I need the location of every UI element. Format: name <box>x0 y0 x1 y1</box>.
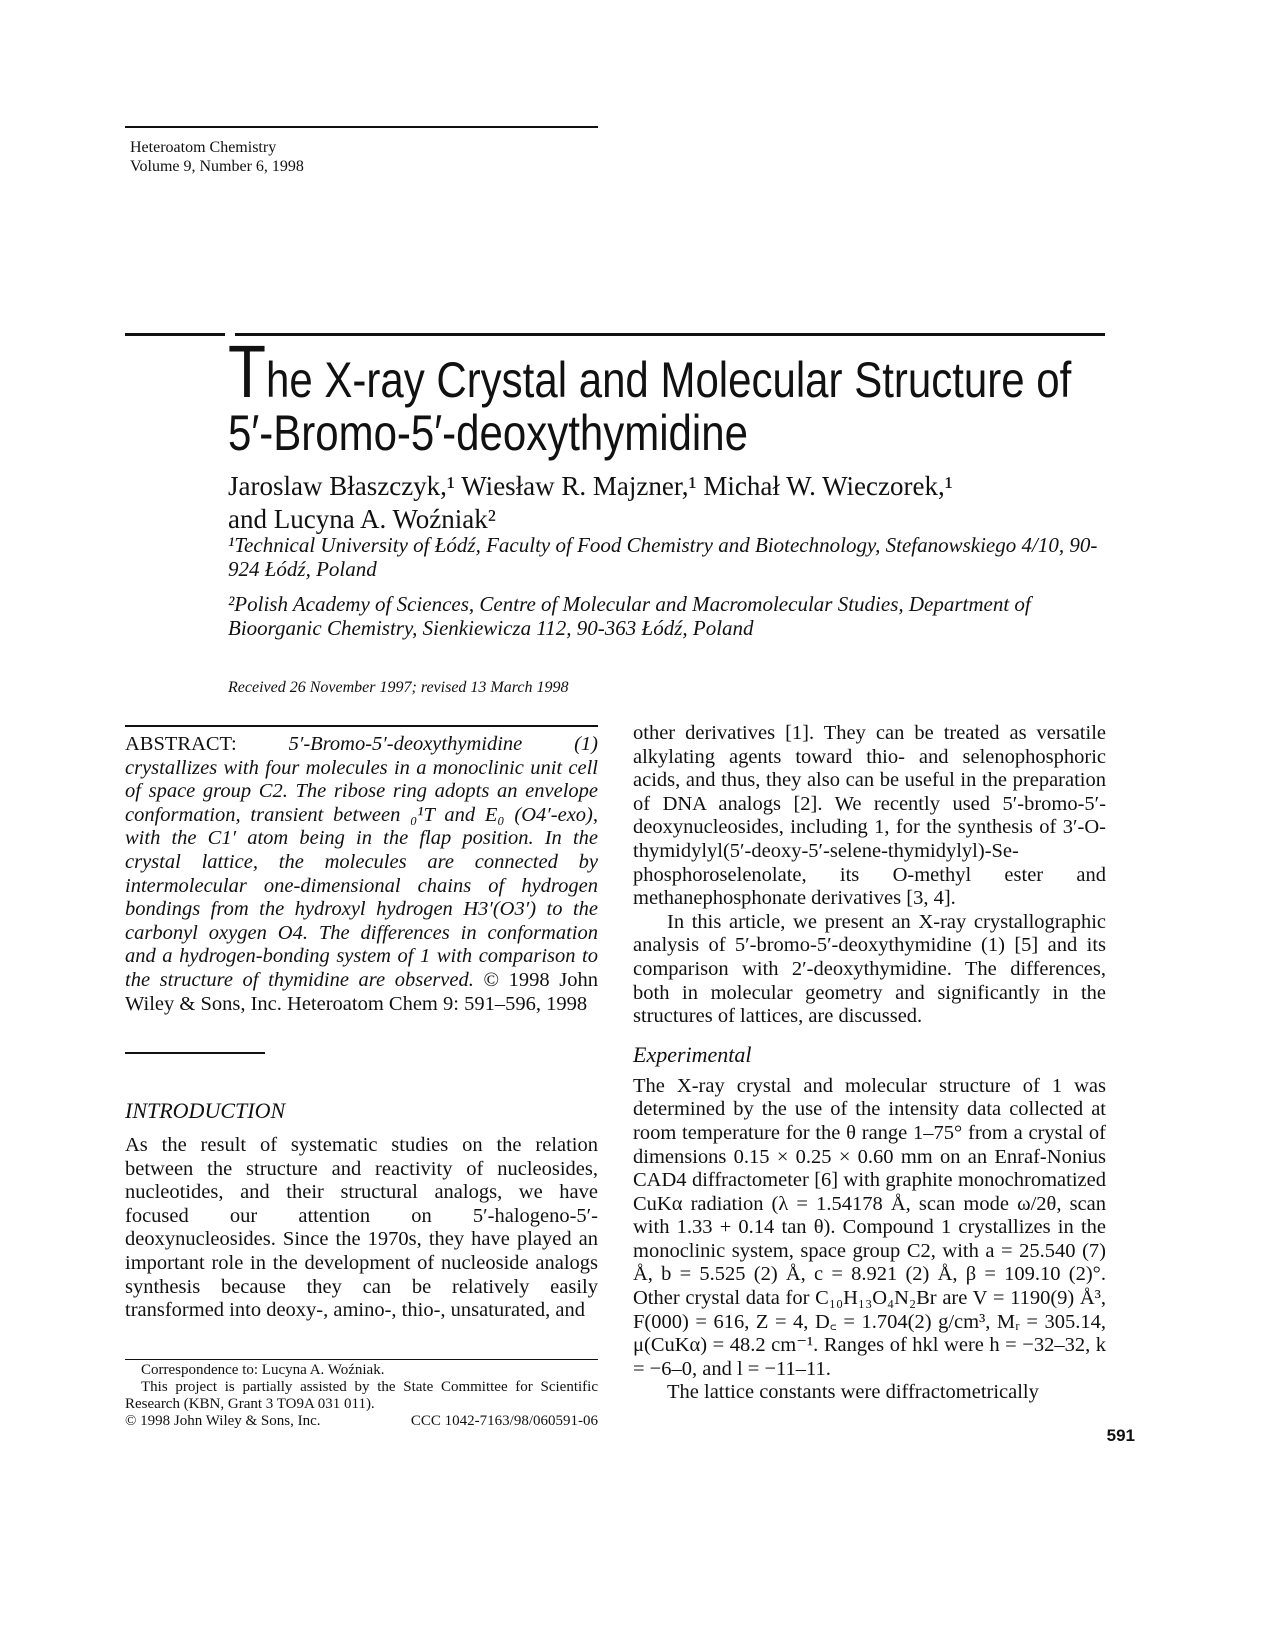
title-line1: he X-ray Crystal and Molecular Structure of <box>265 352 1072 408</box>
title-initial: T <box>228 330 266 413</box>
page-number: 591 <box>1106 1426 1135 1445</box>
footnote-copyright: © 1998 John Wiley & Sons, Inc. <box>125 1413 321 1429</box>
introduction-paragraph <box>125 1134 598 1323</box>
affiliation-2: ²Polish Academy of Sciences, Centre of Molecular and Macromolecular Studies, Department of Bioorganic Chemistry, Sienkiewicza 112, 90-363 Łódź, Poland <box>228 592 1031 640</box>
affiliation-1: ¹Technical University of Łódź, Faculty of Food Chemistry and Biotechnology, Stefanowskiego 4/10, 90-924 Łódź, Poland <box>228 533 1098 581</box>
footnote-rule <box>125 1359 598 1360</box>
title-rule-left <box>125 333 225 336</box>
footnote-funding: This project is partially assisted by the State Committee for Scientific Research (KBN, Grant 3 TO9A 031 011). <box>125 1379 598 1412</box>
right-column <box>633 722 1106 1405</box>
abstract-bottom-rule <box>125 1052 265 1054</box>
journal-volume: Volume 9, Number 6, 1998 <box>130 158 304 175</box>
footnote-correspondence: Correspondence to: Lucyna A. Woźniak. <box>141 1362 385 1378</box>
footnote-ccc: CCC 1042-7163/98/060591-06 <box>410 1413 598 1429</box>
title-block <box>228 330 1148 461</box>
authors-line1: Jaroslaw Błaszczyk,¹ Wiesław R. Majzner,¹ Michał W. Wieczorek,¹ <box>228 471 953 501</box>
received-date: Received 26 November 1997; revised 13 March 1998 <box>228 679 569 696</box>
authors-line2: and Lucyna A. Woźniak² <box>228 504 496 534</box>
experimental-heading: Experimental <box>633 1041 752 1067</box>
right-para-2: In this article, we present an X-ray crystallographic analysis of 5′-bromo-5′-deoxythymidine (1) [5] and its comparison with 2′-deoxythymidine. The differences, both in molecular geometry and significantly in the structures of lattices, are discussed. <box>633 910 1106 1028</box>
footnotes <box>125 1362 598 1430</box>
intro-text: As the result of systematic studies on the relation between the structure and reactivity of nucleosides, nucleotides, and their structural analogs, we have focused our attention on 5′-halogeno-5′-deoxynucleosides. Since the 1970s, they have played an important role in the development of nucleoside analogs synthesis because they can be relatively easily transformed into deoxy-, amino-, thio-, unsaturated, and <box>125 1134 598 1322</box>
title-line2: 5′-Bromo-5′-deoxythymidine <box>228 405 748 461</box>
abstract-citation: © 1998 John Wiley & Sons, Inc. Heteroatom Chem 9: 591–596, 1998 <box>125 968 598 1015</box>
abstract-top-rule <box>125 725 598 727</box>
right-para-3: The X-ray crystal and molecular structure of 1 was determined by the use of the intensity data collected at room temperature for the θ range 1–75° from a crystal of dimensions 0.15 × 0.25 × 0.60 mm on an Enraf-Nonius CAD4 diffractometer [6] with graphite monochromatized CuKα radiation (λ = 1.54178 Å, scan mode ω/2θ, scan with 1.33 + 0.14 tan θ). Compound 1 crystallizes in the monoclinic system, space group C2, with a = 25.540 (7) Å, b = 5.525 (2) Å, c = 8.921 (2) Å, β = 109.10 (2)°. Other crystal data for C₁₀H₁₃O₄N₂Br are V = 1190(9) Å³, F(000) = 616, Z = 4, D꜀ = 1.704(2) g/cm³, Mᵣ = 305.14, μ(CuKα) = 48.2 cm⁻¹. Ranges of hkl were h = −32–32, k = −6–0, and l = −11–11. <box>633 1074 1106 1380</box>
header-rule <box>125 126 598 128</box>
journal-header <box>130 138 304 176</box>
abstract-body: 5′-Bromo-5′-deoxythymidine (1) crystallizes with four molecules in a monoclinic unit cell of space group C2. The ribose ring adopts an envelope conformation, transient between ₀¹T and E₀ (O4′-exo), with the C1′ atom being in the flap position. In the crystal lattice, the molecules are connected by intermolecular one-dimensional chains of hydrogen bondings from the hydroxyl hydrogen H3′(O3′) to the carbonyl oxygen O4. The differences in conformation and a hydrogen-bonding system of 1 with comparison to the structure of thymidine are observed. <box>125 733 598 991</box>
journal-name: Heteroatom Chemistry <box>130 139 277 156</box>
article-title <box>228 330 1148 461</box>
authors <box>228 470 1128 536</box>
abstract-label: ABSTRACT: <box>125 733 237 755</box>
footnote-copyright-line <box>125 1413 598 1430</box>
right-para-1: other derivatives [1]. They can be treated as versatile alkylating agents toward thio- and selenophosphoric acids, and thus, they also can be useful in the preparation of DNA analogs [2]. We recently used 5′-bromo-5′-deoxynucleosides, including 1, for the synthesis of 3′-O-thymidylyl(5′-deoxy-5′-selene-thymidylyl)-Se-phosphoroselenolate, its O-methyl ester and methanephosphonate derivatives [3, 4]. <box>633 722 1106 910</box>
title-rule-right <box>235 333 1105 336</box>
abstract <box>125 733 598 1016</box>
right-para-4: The lattice constants were diffractometrically <box>667 1381 1039 1404</box>
introduction-heading: INTRODUCTION <box>125 1098 286 1123</box>
